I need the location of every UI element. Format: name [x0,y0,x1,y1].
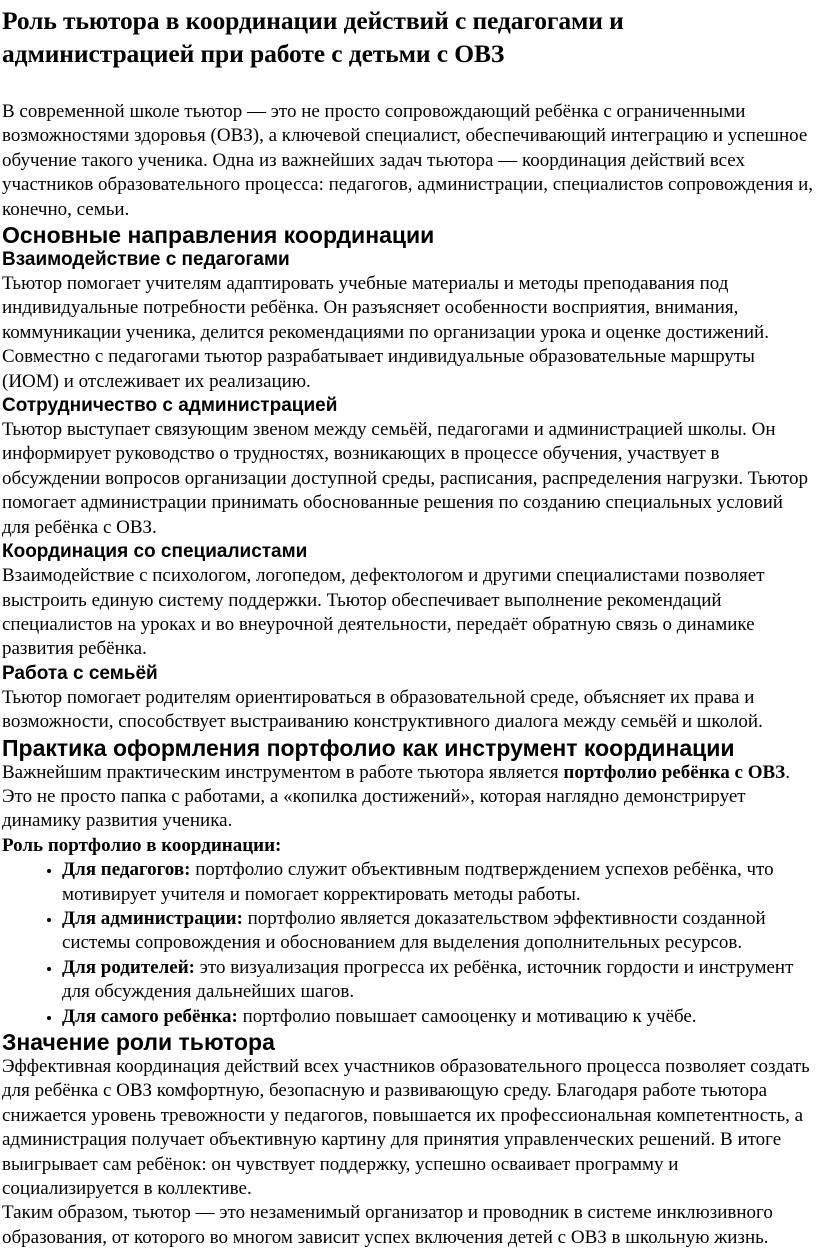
paragraph-significance: Эффективная координация действий всех участников образовательного процесса позволяет создать для ребёнка с ОВЗ комфортную, безопасную и развивающую среду. Благодаря работе тьютора снижается уровень тревожности у педагогов, повышается их профессиональная компетентность, а администрация получает объективную картину для принятия управленческих решений. В итоге выигрывает сам ребёнок: он чувствует поддержку, успешно осваивает программу и социализируется в коллективе. [2,1056,810,1200]
list-item [62,1005,814,1029]
paragraph-family: Тьютор помогает родителям ориентироваться в образовательной среде, объясняет их права и возможности, способствует выстраиванию конструктивного диалога между семьёй и школой. [2,686,763,733]
portfolio-list-heading: Роль портфолио в координации: [2,834,282,856]
list-item [62,858,814,907]
subheading-specialists: Координация со специалистами [2,541,308,563]
subheading-administration: Сотрудничество с администрацией [2,395,338,417]
section-heading-significance: Значение роли тьютора [2,1029,275,1055]
paragraph-administration: Тьютор выступает связующим звеном между семьёй, педагогами и администрацией школы. Он информирует руководство о трудностях, возникающих в процессе обучения, участвует в обсуждении вопросов организации доступной среды, расписания, распределения нагрузки. Тьютор помогает администрации принимать обоснованные решения по созданию специальных условий для ребёнка с ОВЗ. [2,419,808,538]
paragraph-teachers: Тьютор помогает учителям адаптировать учебные материалы и методы преподавания под индивидуальные потребности ребёнка. Он разъясняет особенности восприятия, внимания, коммуникации ученика, делится рекомендациями по организации урока и оценке достижений. Совместно с педагогами тьютор разрабатывает индивидуальные образовательные маршруты (ИОМ) и отслеживает их реализацию. [2,273,769,392]
section-heading-coordination: Основные направления координации [2,222,435,249]
subheading-teachers: Взаимодействие с педагогами [2,249,290,271]
list-item [62,956,814,1005]
list-item-label: Для родителей: [62,956,195,978]
portfolio-role-list [2,858,814,1029]
intro-paragraph: В современной школе тьютор — это не просто сопровождающий ребёнка с ограниченными возможностями здоровья (ОВЗ), а ключевой специалист, обеспечивающий интеграцию и успешное обучение такого ученика. Одна из важнейших задач тьютора — координация действий всех участников образовательного процесса: педагогов, администрации, специалистов сопровождения и, конечно, семьи. [2,101,813,220]
list-item-label: Для педагогов: [62,859,191,881]
list-item-label: Для администрации: [62,907,243,929]
portfolio-text-before: Важнейшим практическим инструментом в работе тьютора является [2,761,564,783]
list-item-text: портфолио является доказательством эффективности созданной системы сопровождения и обоснованием для выделения дополнительных ресурсов. [62,907,766,954]
list-item-text: портфолио повышает самооценку и мотивацию к учёбе. [237,1005,697,1027]
list-item-text: это визуализация прогресса их ребёнка, источник гордости и инструмент для обсуждения дальнейших шагов. [62,956,794,1003]
subheading-family: Работа с семьёй [2,662,158,684]
list-item-label: Для самого ребёнка: [62,1005,238,1027]
paragraph-conclusion: Таким образом, тьютор — это незаменимый организатор и проводник в системе инклюзивного образования, от которого во многом зависит успех включения детей с ОВЗ в школьную жизнь. [2,1202,773,1248]
section-heading-portfolio: Практика оформления портфолио как инструмент координации [2,734,735,761]
portfolio-text-bold: портфолио ребёнка с ОВЗ [563,761,786,783]
list-item [62,907,814,956]
portfolio-text-after: . Это не просто папка с работами, а «копилка достижений», которая наглядно демонстрирует динамику развития ученика. [2,761,790,832]
paragraph-portfolio [2,761,814,834]
paragraph-specialists: Взаимодействие с психологом, логопедом, дефектологом и другими специалистами позволяет выстроить единую систему поддержки. Тьютор обеспечивает выполнение рекомендаций специалистов на уроках и во внеурочной деятельности, передаёт обратную связь о динамике развития ребёнка. [2,565,765,660]
list-item-text: портфолио служит объективным подтверждением успехов ребёнка, что мотивирует учителя и помогает корректировать методы работы. [62,859,774,905]
document-title: Роль тьютора в координации действий с педагогами и администрацией при работе с детьми с ОВЗ [2,6,624,68]
